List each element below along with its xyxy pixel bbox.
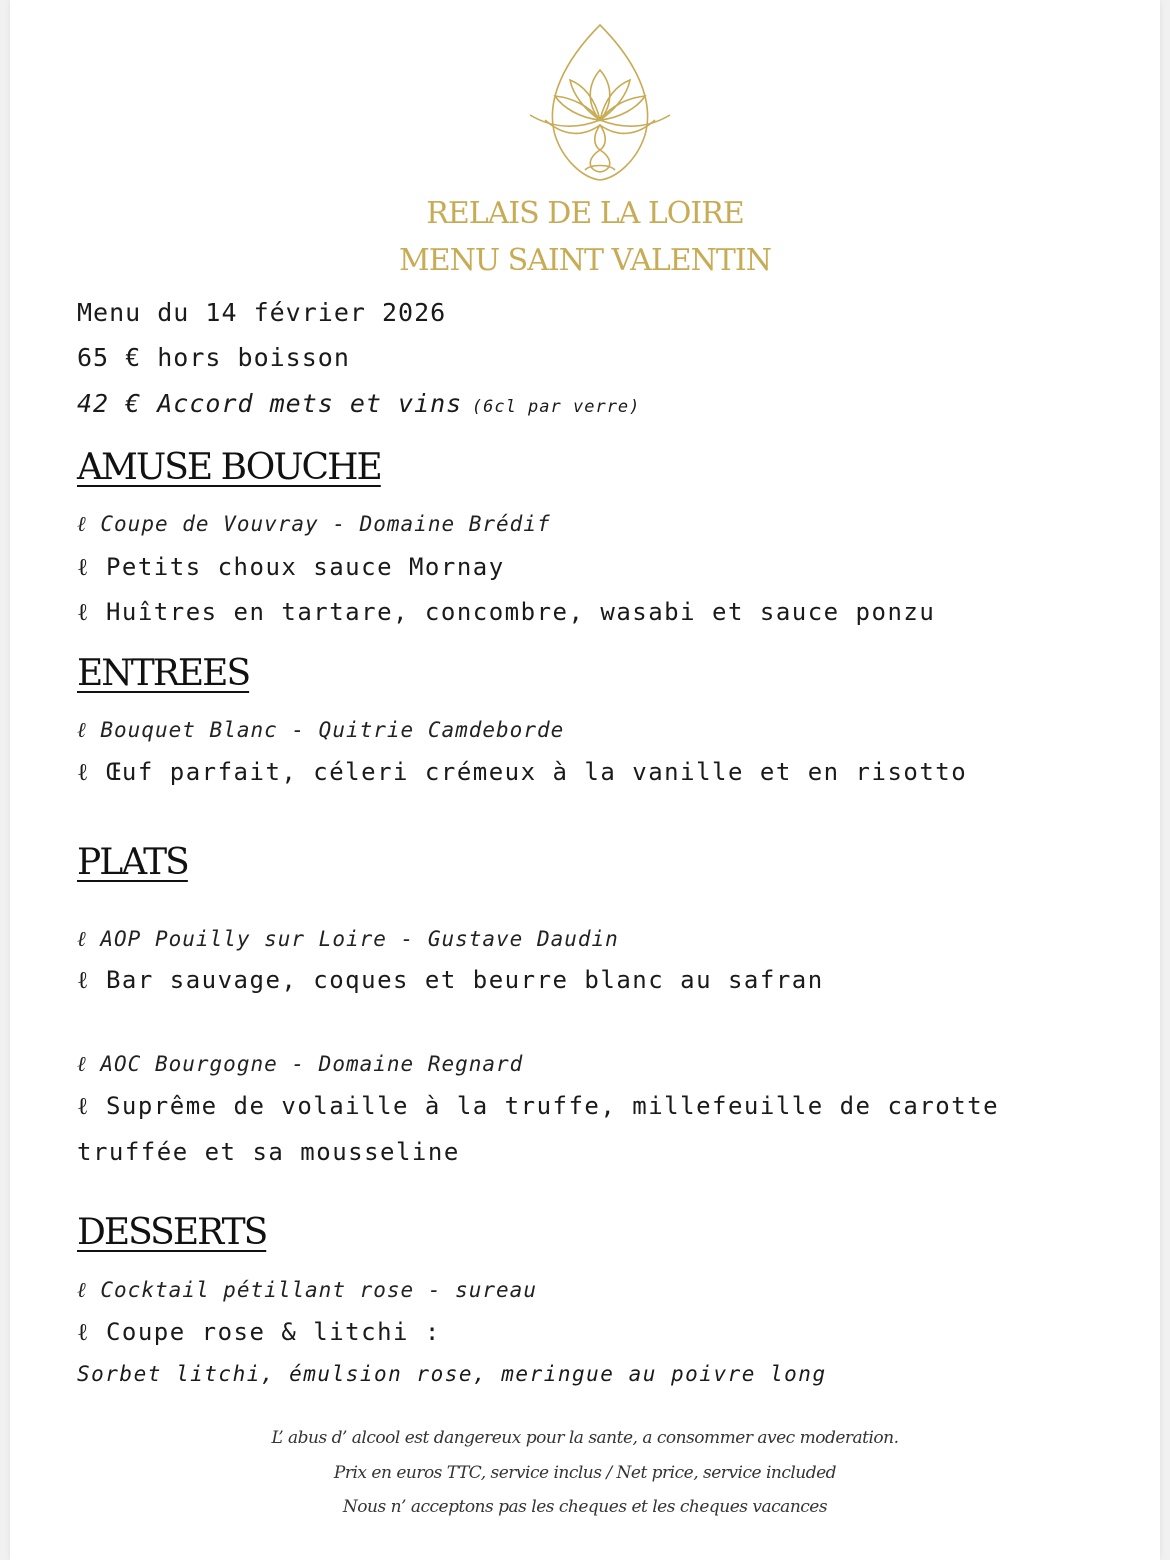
menu-title: MENU SAINT VALENTIN: [398, 243, 772, 278]
pairing-price: 42 € Accord mets et vins: [77, 389, 463, 418]
dish-item-continued: truffée et sa mousseline: [77, 1138, 460, 1166]
wine-pairing: ℓ AOC Bourgogne - Domaine Regnard: [77, 1052, 524, 1076]
dish-item: ℓ Petits choux sauce Mornay: [77, 553, 505, 581]
section-heading-entrees: ENTREES: [77, 653, 250, 694]
section-heading-desserts: DESSERTS: [77, 1212, 267, 1253]
dish-item: ℓ Œuf parfait, céleri crémeux à la vanille et en risotto: [77, 758, 968, 786]
dish-description: Sorbet litchi, émulsion rose, meringue au poivre long: [77, 1362, 827, 1386]
lotus-logo-icon: [525, 20, 675, 185]
menu-price: 65 € hors boisson: [77, 343, 350, 372]
pairing-note: (6cl par verre): [471, 397, 641, 417]
restaurant-name: RELAIS DE LA LOIRE: [426, 196, 744, 231]
wine-pairing: ℓ Bouquet Blanc - Quitrie Camdeborde: [77, 718, 565, 742]
wine-pairing: ℓ Cocktail pétillant rose - sureau: [77, 1278, 537, 1302]
section-heading-amuse-bouche: AMUSE BOUCHE: [77, 447, 381, 488]
dish-item: ℓ Suprême de volaille à la truffe, millefeuille de carotte: [77, 1092, 1000, 1120]
footer-price-note: Prix en euros TTC, service inclus / Net price, service included: [333, 1463, 837, 1483]
section-heading-plats: PLATS: [77, 842, 188, 883]
menu-date: Menu du 14 février 2026: [77, 298, 447, 327]
wine-pairing: ℓ Coupe de Vouvray - Domaine Brédif: [77, 512, 551, 536]
dish-item: ℓ Coupe rose & litchi :: [77, 1318, 441, 1346]
dish-item: ℓ Bar sauvage, coques et beurre blanc au safran: [77, 966, 824, 994]
dish-item: ℓ Huîtres en tartare, concombre, wasabi et sauce ponzu: [77, 598, 936, 626]
menu-page: [10, 0, 1160, 1560]
footer-alcohol-warning: L’ abus d’ alcool est dangereux pour la sante, a consommer avec moderation.: [271, 1428, 899, 1448]
pairing-line: [77, 389, 640, 418]
wine-pairing: ℓ AOP Pouilly sur Loire - Gustave Daudin: [77, 927, 619, 951]
footer-payment-note: Nous n’ acceptons pas les cheques et les cheques vacances: [342, 1497, 828, 1517]
